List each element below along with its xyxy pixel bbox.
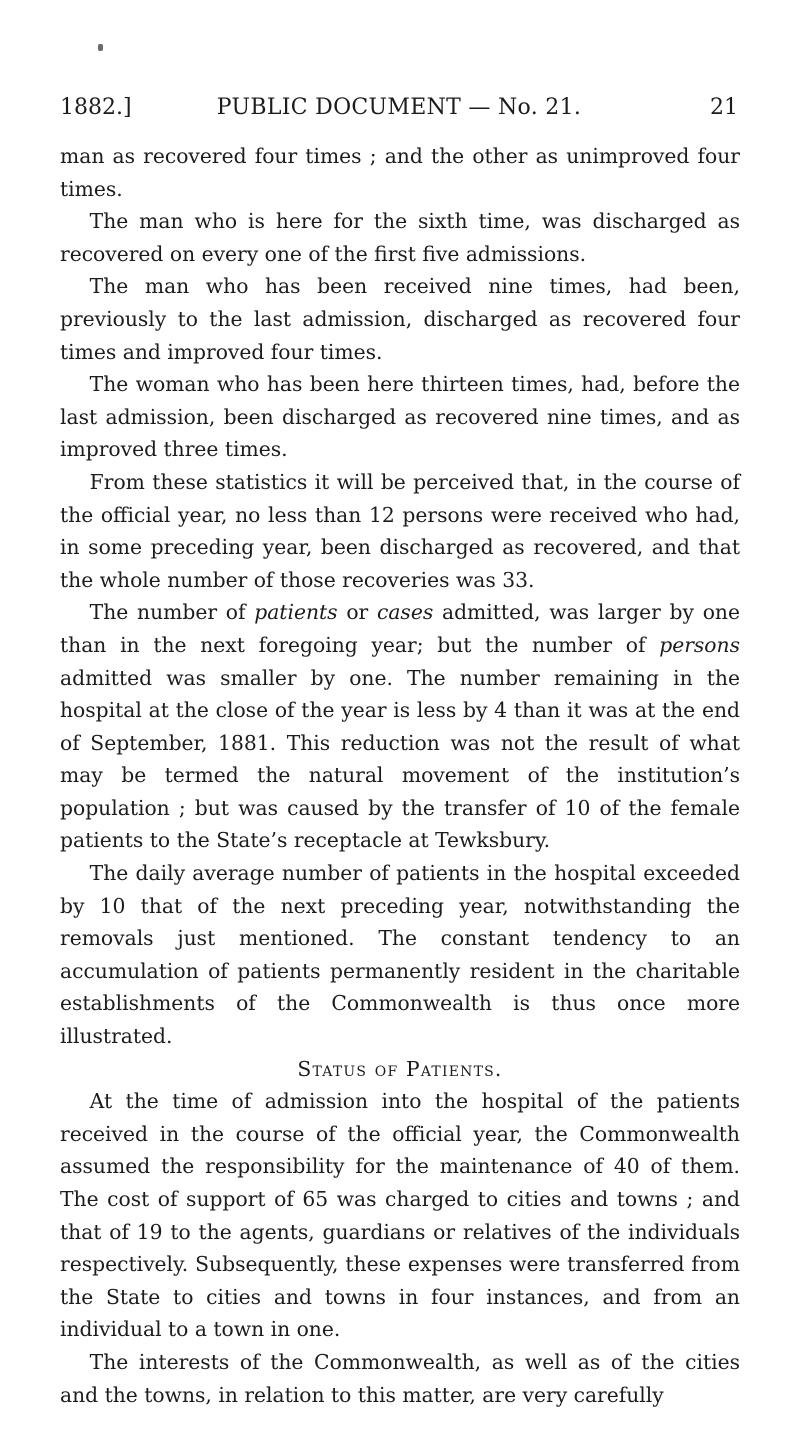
paragraph-2: The man who is here for the sixth time, was discharged as recovered on every one of the first five admissions. — [60, 209, 740, 266]
ink-speck — [98, 44, 103, 51]
header-year: 1882.] — [60, 95, 132, 120]
paragraph-5: From these statistics it will be perceived that, in the course of the official year, no less than 12 persons were received who had, in some preceding year, been discharged as recovered, and that the whole number of those recoveries was 33. — [60, 469, 740, 592]
paragraph-1: man as recovered four times ; and the other as unimproved four times. — [60, 144, 740, 201]
emphasis-cases: cases — [376, 600, 434, 625]
paragraph-9: The interests of the Commonwealth, as well as of the cities and the towns, in relation to this matter, are very carefully — [60, 1349, 740, 1407]
section-heading: Status of Patients. — [297, 1056, 503, 1081]
paragraph-6 — [60, 596, 740, 857]
body-text — [60, 140, 740, 1411]
running-header — [60, 92, 738, 124]
emphasis-patients: patients — [254, 600, 338, 625]
paragraph-6-text-c: or — [337, 600, 377, 625]
paragraph-7: The daily average number of patients in the hospital exceeded by 10 that of the next preceding year, notwithstanding the removals just mentioned. The constant tendency to an accumulation of patients permanently resident in the charitable establishments of the Commonwealth is thus once more illustrated. — [60, 861, 740, 1049]
paragraph-6-text-e: admitted, was larger by one than in the next foregoing year; but the number of — [60, 600, 740, 657]
header-title: PUBLIC DOCUMENT — No. 21. — [216, 95, 582, 120]
page-number: 21 — [710, 95, 738, 120]
paragraph-3: The man who has been received nine times, had been, previously to the last admission, discharged as recovered four times and improved four times. — [60, 274, 740, 364]
emphasis-persons: persons — [659, 632, 740, 657]
paragraph-4: The woman who has been here thirteen times, had, before the last admission, been discharged as recovered nine times, and as improved three times. — [60, 372, 740, 462]
paragraph-6-text-g: admitted was smaller by one. The number remaining in the hospital at the close of the year is less by 4 than it was at the end of September, 1881. This reduction was not the result of what may be termed the natural movement of the institution’s population ; but was caused by the transfer of 10 of the female patients to the State’s receptacle at Tewksbury. — [60, 665, 740, 853]
paragraph-8: At the time of admission into the hospital of the patients received in the course of the official year, the Commonwealth assumed the responsibility for the maintenance of 40 of them. The cost of support of 65 was charged to cities and towns ; and that of 19 to the agents, guardians or relatives of the individuals respectively. Subsequently, these expenses were transferred from the State to cities and towns in four instances, and from an individual to a town in one. — [60, 1089, 740, 1342]
paragraph-6-text-a: The number of — [89, 600, 255, 625]
